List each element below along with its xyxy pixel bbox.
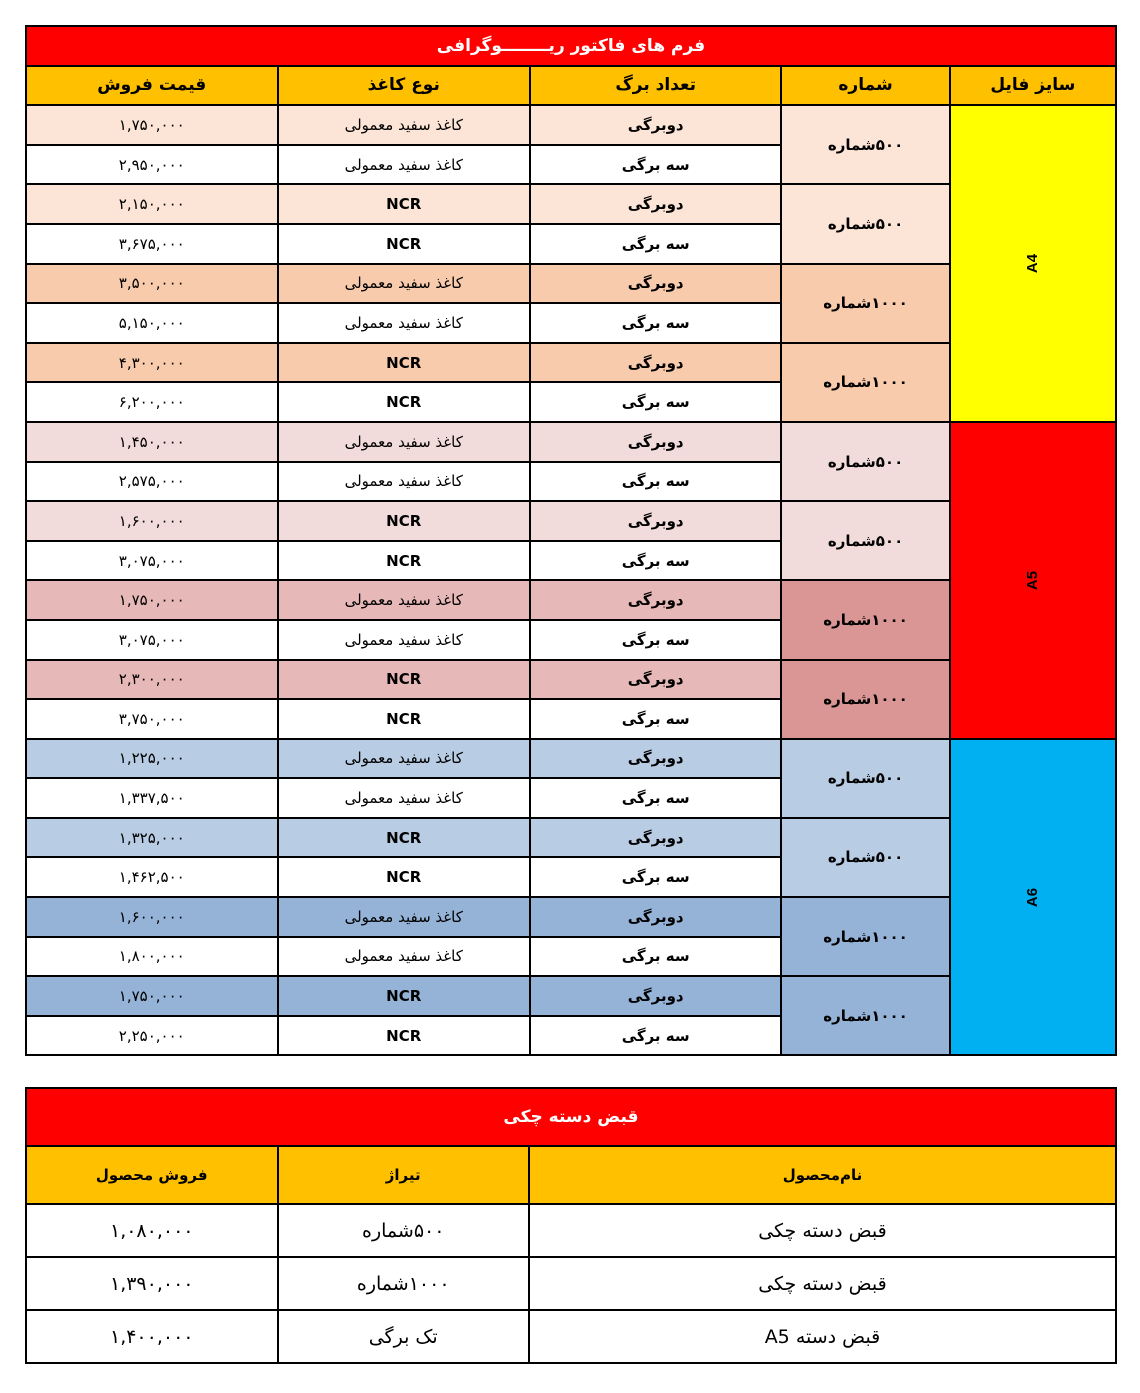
price-cell: ۲,۳۰۰,۰۰۰ [26,660,278,700]
paper-cell: NCR [278,818,530,858]
price-cell: ۶,۲۰۰,۰۰۰ [26,382,278,422]
sheets-cell: سه برگی [530,462,781,502]
price-cell: ۱,۸۰۰,۰۰۰ [26,937,278,977]
count-cell: ۵۰۰شماره [781,422,949,501]
price-cell: ۴,۳۰۰,۰۰۰ [26,343,278,383]
paper-cell: کاغذ سفید معمولی [278,264,530,304]
sheets-cell: سه برگی [530,699,781,739]
paper-cell: NCR [278,224,530,264]
sheets-cell: دوبرگی [530,739,781,779]
count-cell: ۵۰۰شماره [781,818,949,897]
sheets-cell: سه برگی [530,224,781,264]
product-name-cell: قبض دسته چکی [529,1257,1116,1310]
check-book-title: قبض دسته چکی [26,1088,1116,1146]
price-cell: ۱,۷۵۰,۰۰۰ [26,105,278,145]
price-cell: ۳,۶۷۵,۰۰۰ [26,224,278,264]
table-row [26,1257,1116,1310]
price-cell: ۱,۴۶۲,۵۰۰ [26,857,278,897]
price-cell: ۲,۵۷۵,۰۰۰ [26,462,278,502]
paper-cell: کاغذ سفید معمولی [278,778,530,818]
sheets-cell: سه برگی [530,382,781,422]
paper-cell: کاغذ سفید معمولی [278,620,530,660]
sheets-cell: سه برگی [530,145,781,185]
price-cell: ۲,۱۵۰,۰۰۰ [26,184,278,224]
count-cell: ۱۰۰۰شماره [781,264,949,343]
price-cell: ۱,۷۵۰,۰۰۰ [26,976,278,1016]
paper-cell: NCR [278,501,530,541]
table-row [26,739,1116,779]
price-cell: ۳,۷۵۰,۰۰۰ [26,699,278,739]
product-name-cell: قبض دسته A5 [529,1310,1116,1363]
count-cell: ۱۰۰۰شماره [781,976,949,1055]
header-count: شماره [781,66,949,106]
price-cell: ۱,۷۵۰,۰۰۰ [26,580,278,620]
paper-cell: کاغذ سفید معمولی [278,897,530,937]
paper-cell: NCR [278,699,530,739]
sheets-cell: سه برگی [530,778,781,818]
price-cell: ۵,۱۵۰,۰۰۰ [26,303,278,343]
invoice-forms-table [25,25,1117,1056]
table-row [26,1204,1116,1257]
price-cell: ۱,۴۵۰,۰۰۰ [26,422,278,462]
sheets-cell: دوبرگی [530,501,781,541]
count-cell: ۱۰۰۰شماره [781,343,949,422]
paper-cell: کاغذ سفید معمولی [278,580,530,620]
count-cell: ۱۰۰۰شماره [781,660,949,739]
sheets-cell: دوبرگی [530,422,781,462]
sheets-cell: سه برگی [530,937,781,977]
sheets-cell: دوبرگی [530,976,781,1016]
header-paper-type: نوع کاغذ [278,66,530,106]
sheets-cell: دوبرگی [530,818,781,858]
paper-cell: NCR [278,382,530,422]
price-cell: ۳,۰۷۵,۰۰۰ [26,541,278,581]
count-cell: ۱۰۰۰شماره [781,580,949,659]
header-sheets: تعداد برگ [530,66,781,106]
paper-cell: کاغذ سفید معمولی [278,739,530,779]
sheets-cell: دوبرگی [530,580,781,620]
print-run-cell: تک برگی [278,1310,529,1363]
paper-cell: کاغذ سفید معمولی [278,422,530,462]
sheets-cell: سه برگی [530,1016,781,1056]
count-cell: ۵۰۰شماره [781,105,949,184]
paper-cell: NCR [278,976,530,1016]
count-cell: ۵۰۰شماره [781,501,949,580]
price-cell: ۳,۵۰۰,۰۰۰ [26,264,278,304]
sale-cell: ۱,۴۰۰,۰۰۰ [26,1310,278,1363]
sale-cell: ۱,۳۹۰,۰۰۰ [26,1257,278,1310]
header-product-name: نام‌محصول [529,1146,1116,1204]
table-row [26,105,1116,145]
price-cell: ۱,۲۲۵,۰۰۰ [26,739,278,779]
price-cell: ۱,۶۰۰,۰۰۰ [26,501,278,541]
sheets-cell: سه برگی [530,857,781,897]
paper-cell: NCR [278,660,530,700]
sheets-cell: سه برگی [530,541,781,581]
paper-cell: کاغذ سفید معمولی [278,303,530,343]
paper-cell: کاغذ سفید معمولی [278,462,530,502]
paper-cell: کاغذ سفید معمولی [278,937,530,977]
price-cell: ۱,۳۲۵,۰۰۰ [26,818,278,858]
size-a5-label: A5 [950,422,1116,739]
print-run-cell: ۱۰۰۰شماره [278,1257,529,1310]
header-product-sale: فروش محصول [26,1146,278,1204]
header-file-size: سایز فایل [950,66,1116,106]
sheets-cell: سه برگی [530,303,781,343]
price-cell: ۲,۹۵۰,۰۰۰ [26,145,278,185]
count-cell: ۱۰۰۰شماره [781,897,949,976]
paper-cell: NCR [278,1016,530,1056]
paper-cell: NCR [278,857,530,897]
sheets-cell: سه برگی [530,620,781,660]
sheets-cell: دوبرگی [530,105,781,145]
table-row [26,422,1116,462]
paper-cell: کاغذ سفید معمولی [278,145,530,185]
price-cell: ۱,۳۳۷,۵۰۰ [26,778,278,818]
sheets-cell: دوبرگی [530,660,781,700]
sale-cell: ۱,۰۸۰,۰۰۰ [26,1204,278,1257]
table-row [26,1310,1116,1363]
count-cell: ۵۰۰شماره [781,739,949,818]
price-cell: ۲,۲۵۰,۰۰۰ [26,1016,278,1056]
size-a4-label: A4 [950,105,1116,422]
paper-cell: کاغذ سفید معمولی [278,105,530,145]
sheets-cell: دوبرگی [530,264,781,304]
paper-cell: NCR [278,343,530,383]
header-sale-price: قیمت فروش [26,66,278,106]
header-print-run: تیراژ [278,1146,529,1204]
size-a6-label: A6 [950,739,1116,1056]
sheets-cell: دوبرگی [530,184,781,224]
price-cell: ۳,۰۷۵,۰۰۰ [26,620,278,660]
sheets-cell: دوبرگی [530,897,781,937]
sheets-cell: دوبرگی [530,343,781,383]
invoice-forms-title: فرم های فاکتور ریــــــــوگرافی [26,26,1116,66]
price-cell: ۱,۶۰۰,۰۰۰ [26,897,278,937]
count-cell: ۵۰۰شماره [781,184,949,263]
product-name-cell: قبض دسته چکی [529,1204,1116,1257]
check-book-receipt-table [25,1087,1117,1364]
paper-cell: NCR [278,184,530,224]
print-run-cell: ۵۰۰شماره [278,1204,529,1257]
paper-cell: NCR [278,541,530,581]
